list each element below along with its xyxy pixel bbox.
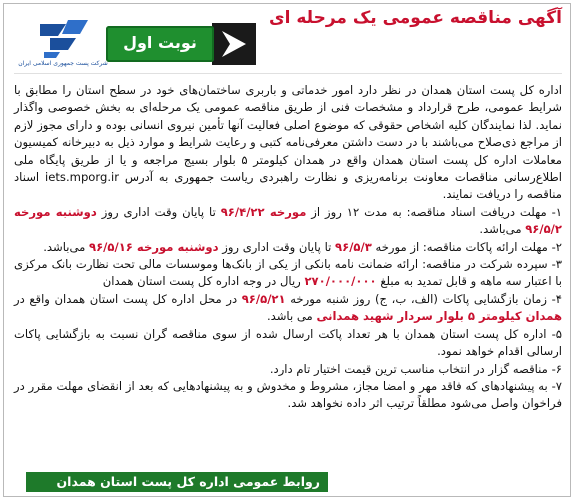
- item-2-text-c: می‌باشد.: [43, 239, 86, 254]
- item-4-address: همدان کیلومتر ۵ بلوار سردار شهید همدانی: [316, 309, 562, 324]
- item-1-date-end: دوشنبه مورخه ۹۶/۵/۲: [14, 204, 562, 237]
- footer-bar: [14, 472, 328, 492]
- item-1: [14, 204, 562, 239]
- item-7: ۷- به پیشنهادهای که فاقد مهر و امضا مجاز، مشروط و مخدوش و به پیشنهادهایی که بعد از انقضای مهلت مقرر در فراخوان واصل می‌شود مطلقاً ترتیب اثر داده نخواهد شد.: [14, 378, 562, 411]
- item-1-date-start: مورخه ۹۶/۴/۲۲: [220, 204, 307, 219]
- item-6: ۶- مناقصه گزار در انتخاب مناسب ترین قیمت اختیار تام دارد.: [269, 361, 562, 376]
- item-3-text-b: ریال در وجه اداره کل پست استان همدان: [102, 274, 301, 289]
- header-divider: [14, 73, 562, 74]
- ad-header: [0, 0, 576, 72]
- item-2-text-b: تا پایان وقت اداری روز: [222, 239, 332, 254]
- round-label: نوبت اول: [123, 33, 197, 52]
- intro-text-b: اسناد مناقصه را دریافت نمایند.: [14, 170, 562, 202]
- item-2: [14, 239, 562, 256]
- item-1-text-a: ۱- مهلت دریافت اسناد مناقصه: به مدت ۱۲ روز از: [311, 204, 563, 219]
- ad-headline: آگهی مناقصه عمومی یک مرحله ای: [269, 8, 562, 28]
- post-company-logo-icon: [36, 14, 92, 62]
- round-badge: [106, 26, 214, 62]
- item-3-amount: ۲۷۰/۰۰۰/۰۰۰: [304, 274, 377, 289]
- item-3: [14, 256, 562, 291]
- item-4-date: ۹۶/۵/۲۱: [241, 291, 286, 306]
- footer-stripe: [14, 472, 26, 492]
- arrow-icon: [212, 23, 256, 65]
- intro-paragraph: [14, 82, 562, 204]
- item-4-text-b: در محل اداره کل پست استان همدان واقع در: [14, 291, 238, 306]
- item-2-text-a: ۲- مهلت ارائه پاکات مناقصه: از مورخه: [375, 239, 562, 254]
- item-2-date-start: ۹۶/۵/۳: [335, 239, 372, 254]
- item-4: [14, 291, 562, 326]
- item-5: ۵- اداره کل پست استان همدان با هر تعداد پاکت ارسال شده از سوی مناقصه گران نسبت به بازگشایی پاکات ارسالی اقدام خواهد نمود.: [14, 326, 562, 359]
- item-3-text-a: ۳- سپرده شرکت در مناقصه: ارائه ضمانت نامه بانکی از یکی از بانک‌ها وموسسات مالی تحت نظارت بانک مرکزی با اعتبار سه ماهه و قابل تمدید به مبلغ: [14, 257, 562, 289]
- intro-text-a: اداره کل پست استان همدان در نظر دارد امور خدماتی و باربری ساختمان‌های خود در سطح استان را مطابق با شرایط عمومی، طرح قرارداد و مشخصات فنی از طریق مناقصه عمومی یک مرحله‌ای به بخش خصوصی واگذار نماید. لذا نمایندگان کلیه اشخاص حقوقی که موضوع اصلی فعالیت آنها تأمین نیروی انسانی بوده و دارای مجوز لازم از مراجع ذی‌صلاح می‌باشند با در دست داشتن معرفی‌نامه کتبی و رعایت شرایط و موارد ذیل به دبیرخانه کمیسیون معاملات اداره کل پست استان همدان واقع در همدان کیلومتر ۵ بلوار بسیج مراجعه و یا از طریق پایگاه ملی اطلاع‌رسانی مناقصات معاونت برنامه‌ریزی و نظارت راهبردی ریاست جمهوری به آدرس: [14, 83, 563, 185]
- ad-body: [14, 82, 562, 413]
- item-4-text-a: ۴- زمان بازگشایی پاکات (الف، ب، ج) روز شنبه مورخه: [290, 291, 562, 306]
- item-1-text-c: می‌باشد.: [479, 222, 522, 237]
- item-2-date-end: دوشنبه مورخه ۹۶/۵/۱۶: [89, 239, 219, 254]
- logo-caption: شرکت پست جمهوری اسلامی ایران: [18, 60, 108, 67]
- item-4-text-c: می باشد.: [266, 309, 313, 324]
- website-link[interactable]: iets.mporg.ir: [45, 170, 119, 185]
- item-1-text-b: تا پایان وقت اداری روز: [101, 204, 216, 219]
- footer-label: روابط عمومی اداره کل پست استان همدان: [56, 474, 320, 489]
